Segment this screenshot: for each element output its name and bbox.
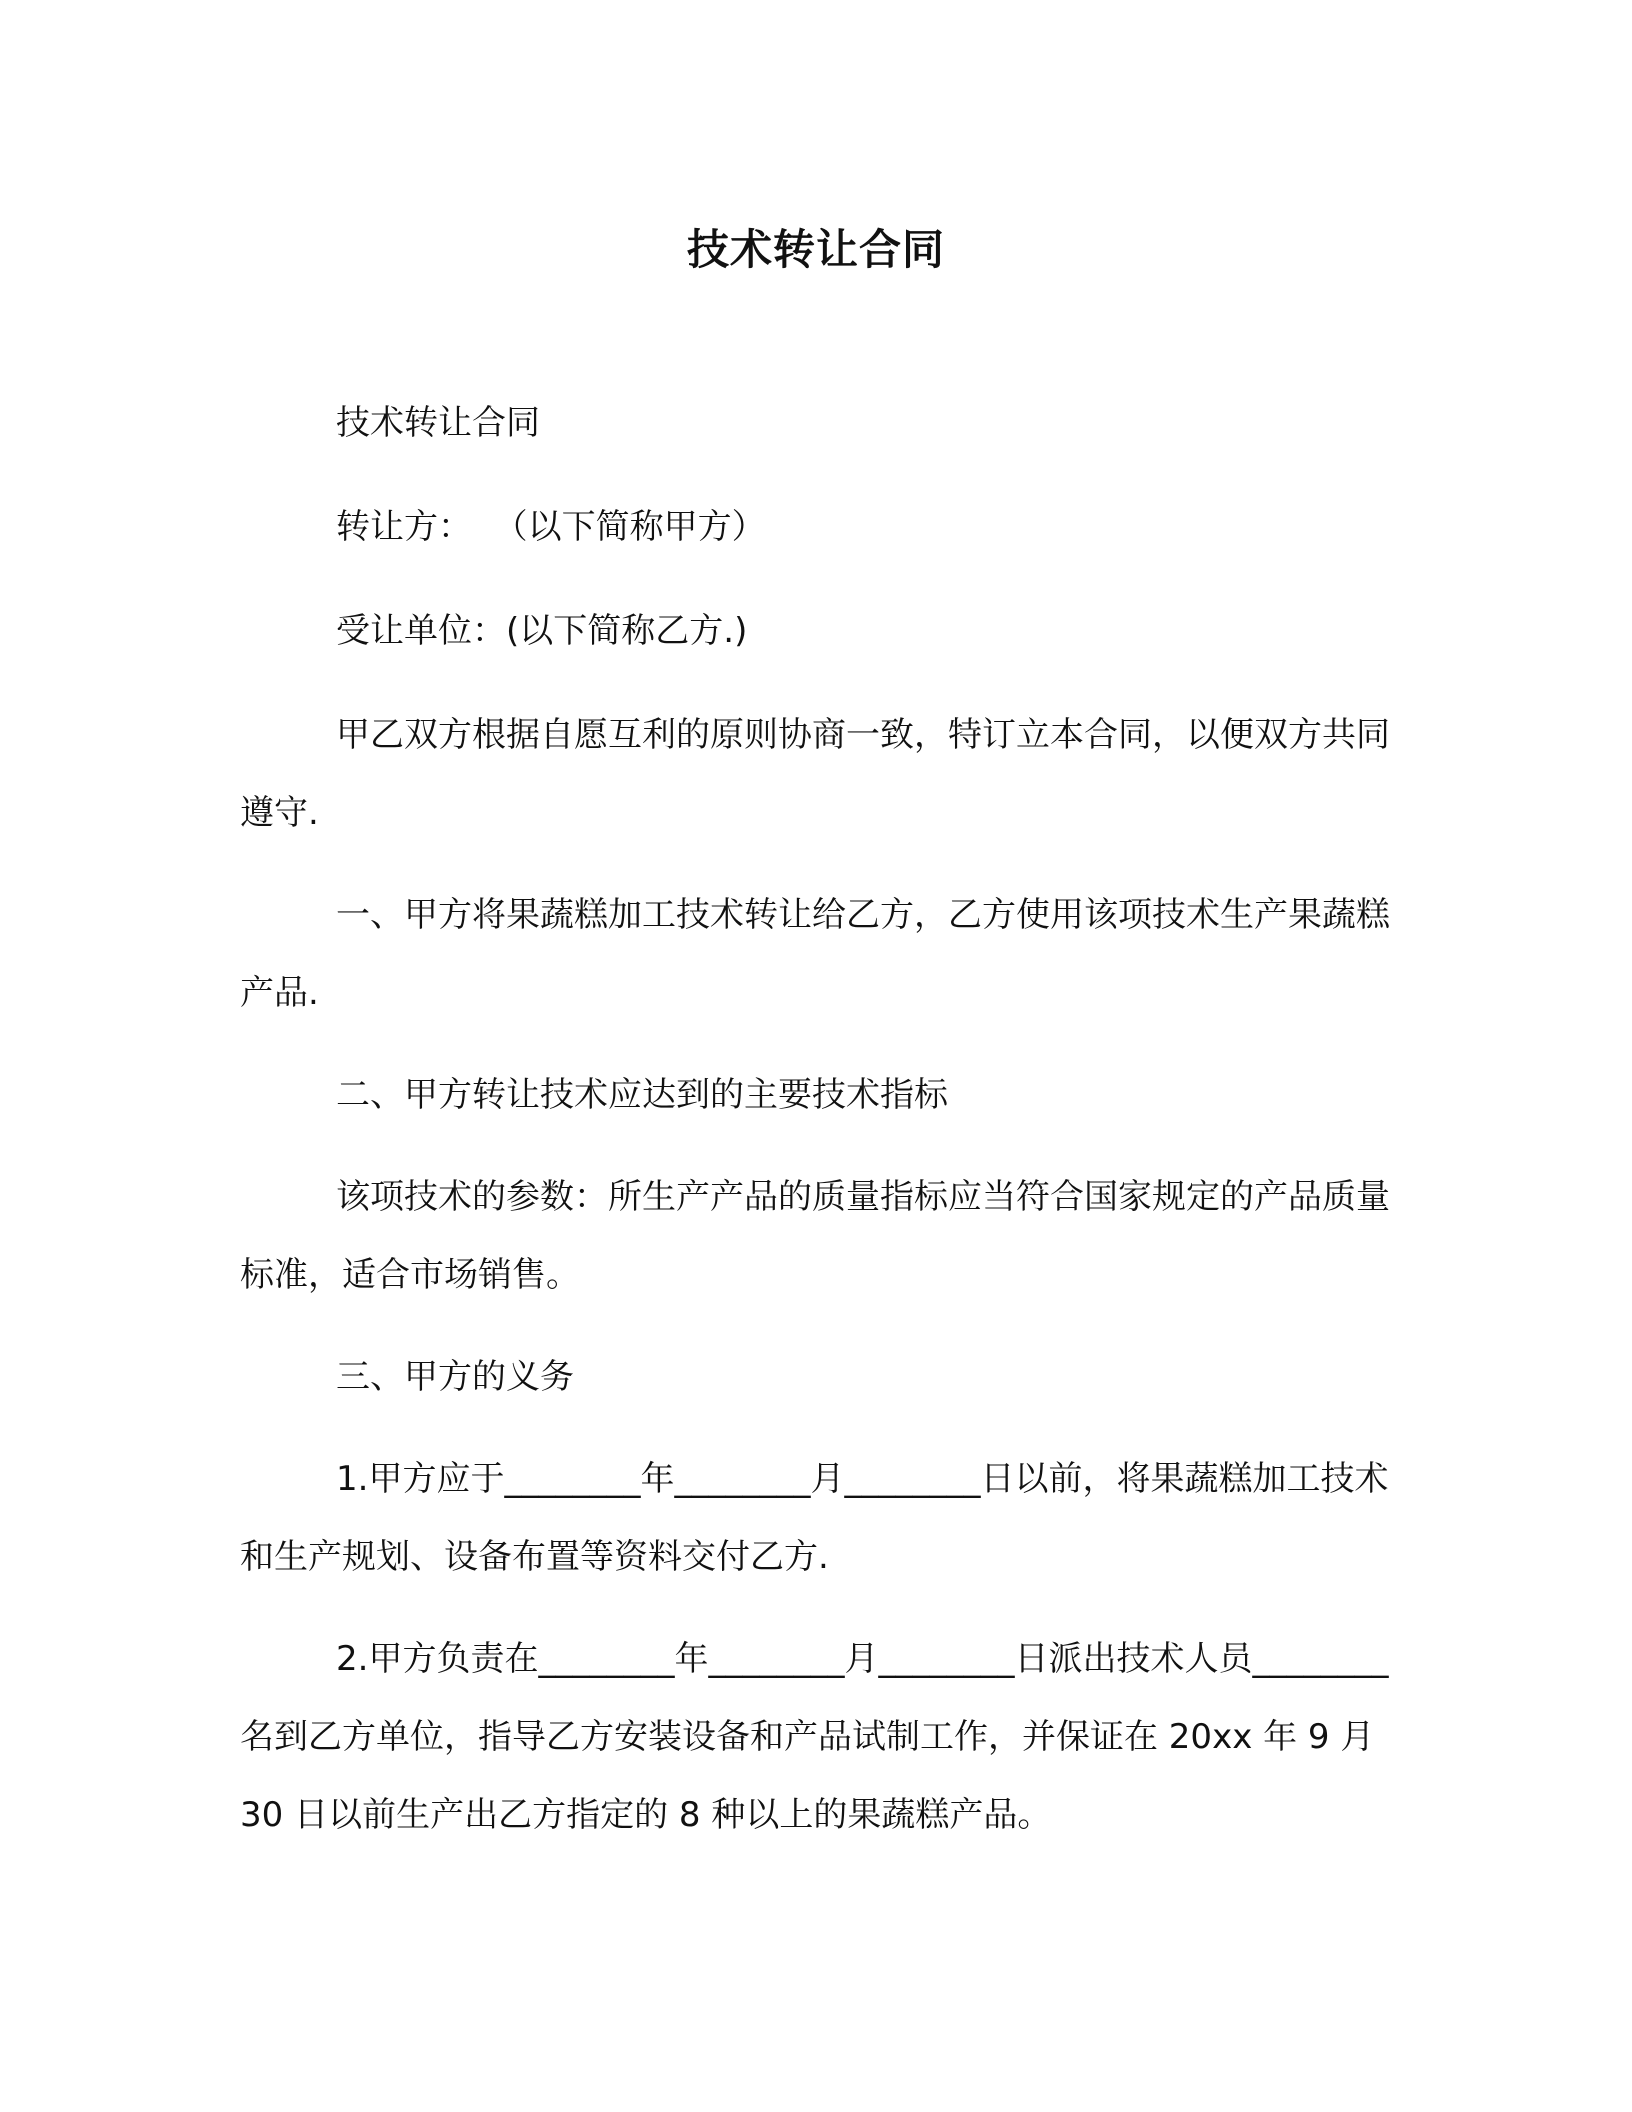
paragraph-clause-2-body: 该项技术的参数：所生产产品的质量指标应当符合国家规定的产品质量标准，适合市场销售。 xyxy=(240,1177,1390,1295)
paragraph-heading: 技术转让合同 xyxy=(336,403,540,443)
paragraph-clause-1: 一、甲方将果蔬糕加工技术转让给乙方，乙方使用该项技术生产果蔬糕产品. xyxy=(240,895,1390,1013)
paragraph-clause-3-item-1: 1.甲方应于________年________月________日以前，将果蔬糕加工技术和生产规划、设备布置等资料交付乙方. xyxy=(240,1459,1389,1577)
document-title: 技术转让合同 xyxy=(686,225,945,274)
paragraph-transferee: 受让单位：(以下简称乙方.) xyxy=(336,611,748,651)
paragraph-preamble: 甲乙双方根据自愿互利的原则协商一致，特订立本合同，以便双方共同遵守. xyxy=(240,715,1390,833)
paragraph-clause-3-item-2: 2.甲方负责在________年________月________日派出技术人员________名到乙方单位，指导乙方安装设备和产品试制工作，并保证在 20xx 年 9 月 30 日以前生产出乙方指定的 8 种以上的果蔬糕产品。 xyxy=(240,1639,1389,1835)
paragraph-clause-2-heading: 二、甲方转让技术应达到的主要技术指标 xyxy=(336,1075,948,1115)
paragraph-clause-3-heading: 三、甲方的义务 xyxy=(336,1357,574,1397)
paragraph-transferor: 转让方： （以下简称甲方） xyxy=(336,507,766,547)
